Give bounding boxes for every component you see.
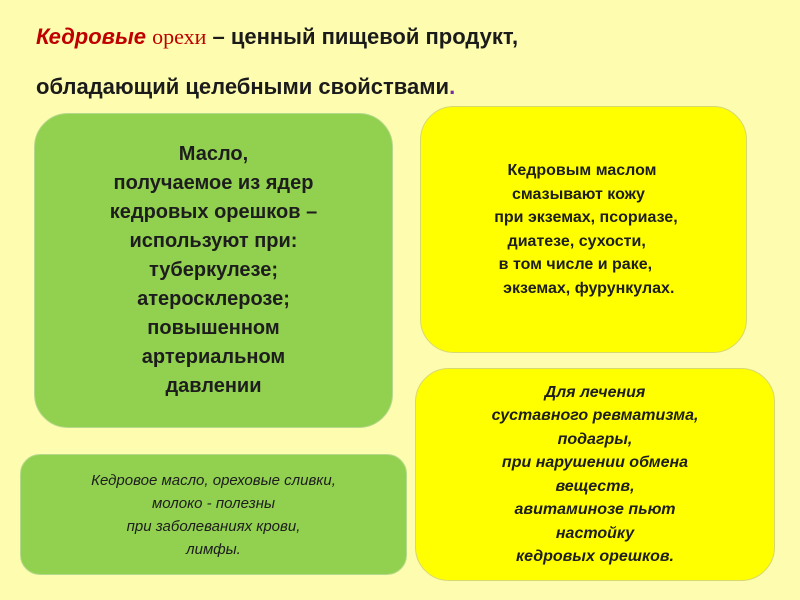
- skin-treatment-text: [485, 159, 677, 300]
- text-line: диатезе, сухости,: [485, 232, 646, 250]
- text-line: смазывают кожу: [485, 185, 645, 203]
- text-line: экземах, фурункулах.: [485, 279, 675, 297]
- text-line: в том числе и раке,: [485, 256, 653, 273]
- title-line-1-rest: – ценный пищевой продукт,: [206, 24, 519, 49]
- text-line: давлении: [165, 375, 262, 397]
- text-line: подагры,: [557, 430, 633, 448]
- text-line: кедровых орешков.: [516, 548, 674, 565]
- text-line: веществ,: [555, 477, 635, 495]
- blood-diseases-box: [20, 454, 407, 575]
- rheumatism-text: [492, 381, 699, 569]
- text-line: суставного ревматизма,: [491, 407, 699, 424]
- text-line: лимфы.: [186, 540, 241, 558]
- oil-uses-text: [110, 140, 317, 401]
- text-line: Для лечения: [544, 383, 646, 401]
- title-line-2-text: обладающий целебными свойствами: [36, 74, 450, 99]
- text-line: при нарушении обмена: [501, 454, 689, 471]
- skin-treatment-box: [420, 106, 747, 353]
- blood-diseases-text: [91, 469, 336, 561]
- text-line: кедровых орешков –: [109, 201, 318, 223]
- text-line: атеросклерозе;: [137, 288, 290, 310]
- text-line: получаемое из ядер: [113, 172, 314, 194]
- title-end-dot: .: [449, 74, 456, 99]
- title-line-1: [36, 12, 776, 62]
- text-line: Масло,: [178, 143, 249, 165]
- title-line-2: [36, 62, 776, 112]
- text-line: используют при:: [129, 230, 298, 252]
- text-line: туберкулезе;: [148, 259, 278, 281]
- page-title: [36, 12, 776, 112]
- text-line: при экземах, псориазе,: [485, 209, 678, 226]
- oil-uses-box: [34, 113, 393, 428]
- rheumatism-box: [415, 368, 775, 581]
- text-line: авитаминозе пьют: [514, 501, 676, 518]
- title-word-orehi: орехи: [152, 24, 207, 49]
- text-line: повышенном: [147, 317, 280, 339]
- title-word-kedrovye: Кедровые: [36, 24, 146, 49]
- text-line: артериальном: [141, 346, 286, 368]
- text-line: настойку: [555, 524, 635, 542]
- text-line: Кедровым маслом: [485, 162, 657, 179]
- text-line: молоко - полезны: [151, 494, 276, 512]
- text-line: при заболеваниях крови,: [126, 517, 301, 535]
- text-line: Кедровое масло, ореховые сливки,: [91, 471, 336, 489]
